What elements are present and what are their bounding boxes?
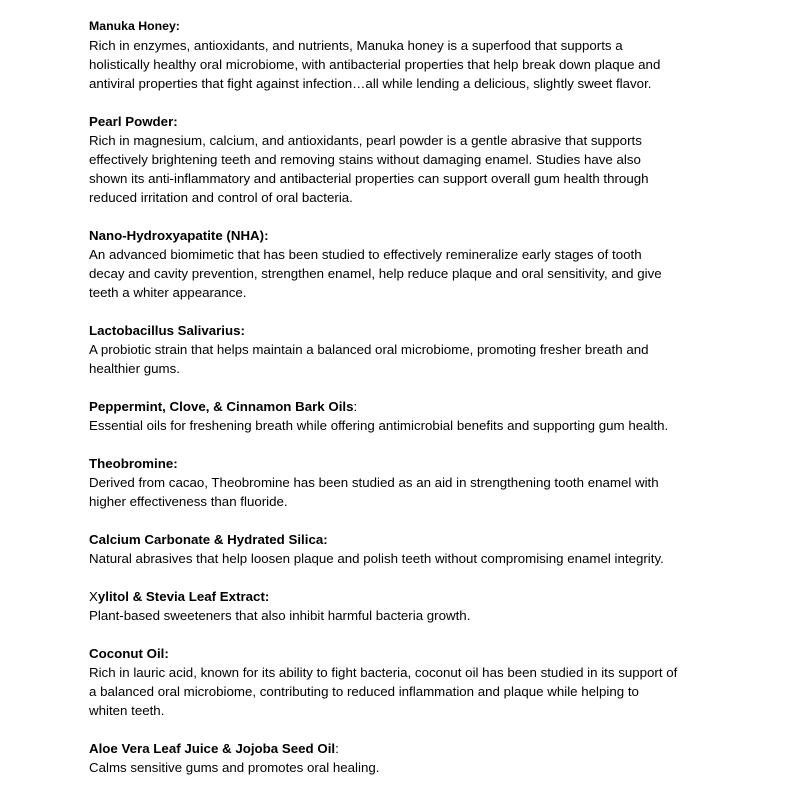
- section-heading: Pearl Powder:: [89, 114, 178, 129]
- section-calcium-carbonate-silica: [89, 530, 729, 568]
- section-body: Derived from cacao, Theobromine has been studied as an aid in strengthening tooth enamel with higher effectiveness than fluoride.: [89, 475, 659, 509]
- section-heading-colon: :: [335, 741, 339, 756]
- section-heading: Calcium Carbonate & Hydrated Silica:: [89, 532, 328, 547]
- section-heading: Nano-Hydroxyapatite (NHA):: [89, 228, 269, 243]
- section-aloe-jojoba: [89, 739, 729, 777]
- ingredients-document: [89, 17, 729, 796]
- section-heading: Theobromine:: [89, 456, 178, 471]
- section-lactobacillus-salivarius: [89, 321, 729, 378]
- section-coconut-oil: [89, 644, 729, 720]
- section-body: Rich in enzymes, antioxidants, and nutrients, Manuka honey is a superfood that supports a holistically healthy oral microbiome, with antibacterial properties that help break down plaque and antiviral properties that fight against infection…all while lending a delicious, slightly sweet flavor.: [89, 38, 661, 91]
- section-heading-prefix: X: [89, 589, 98, 604]
- section-heading: [89, 397, 729, 416]
- section-body: Natural abrasives that help loosen plaque and polish teeth without compromising enamel integrity.: [89, 551, 664, 566]
- section-heading-bold: Peppermint, Clove, & Cinnamon Bark Oils: [89, 399, 354, 414]
- section-body: Essential oils for freshening breath while offering antimicrobial benefits and supporting gum health.: [89, 418, 669, 433]
- section-heading: Manuka Honey:: [89, 19, 180, 33]
- section-theobromine: [89, 454, 729, 511]
- section-heading-bold: Aloe Vera Leaf Juice & Jojoba Seed Oil: [89, 741, 336, 756]
- section-body: An advanced biomimetic that has been studied to effectively remineralize early stages of tooth decay and cavity prevention, strengthen enamel, help reduce plaque and oral sensitivity, and give teeth a whiter appearance.: [89, 247, 662, 300]
- section-heading: [89, 739, 729, 758]
- section-pearl-powder: [89, 112, 729, 207]
- section-manuka-honey: [89, 17, 729, 93]
- section-xylitol-stevia: [89, 587, 729, 625]
- section-heading: Lactobacillus Salivarius:: [89, 323, 245, 338]
- section-body: Calms sensitive gums and promotes oral healing.: [89, 760, 380, 775]
- section-essential-oils: [89, 397, 729, 435]
- section-body: Rich in lauric acid, known for its ability to fight bacteria, coconut oil has been studied in its support of a balanced oral microbiome, contributing to reduced inflammation and plaque while helping to whiten teeth.: [89, 665, 678, 718]
- section-heading-bold: ylitol & Stevia Leaf Extract:: [97, 589, 270, 604]
- section-body: Rich in magnesium, calcium, and antioxidants, pearl powder is a gentle abrasive that supports effectively brightening teeth and removing stains without damaging enamel. Studies have also shown its anti-inflammatory and antibacterial properties can support overall gum health through reduced irritation and control of oral bacteria.: [89, 133, 649, 205]
- section-heading: [89, 587, 729, 606]
- section-body: A probiotic strain that helps maintain a balanced oral microbiome, promoting fresher breath and healthier gums.: [89, 342, 649, 376]
- section-nano-hydroxyapatite: [89, 226, 729, 302]
- section-heading: Coconut Oil:: [89, 646, 169, 661]
- section-body: Plant-based sweeteners that also inhibit harmful bacteria growth.: [89, 608, 471, 623]
- section-heading-colon: :: [353, 399, 358, 414]
